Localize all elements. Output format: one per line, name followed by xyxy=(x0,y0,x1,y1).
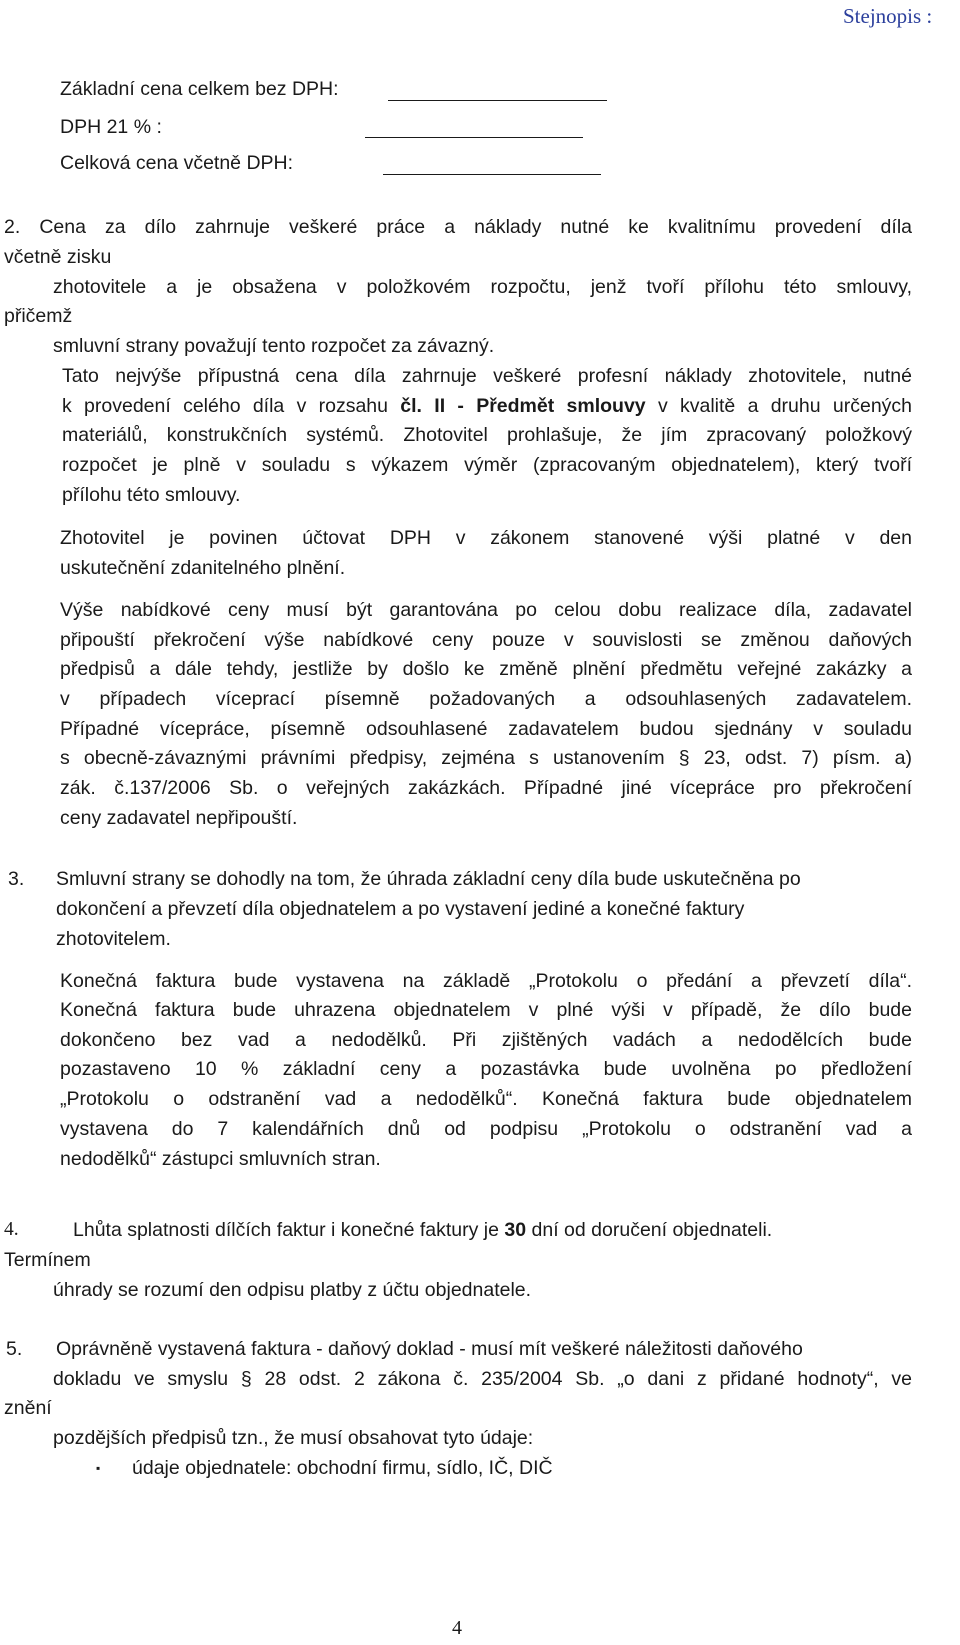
s2-line-2: včetně zisku xyxy=(4,246,112,268)
s2-p1-line-4: rozpočet je plně v souladu s výkazem výměr (zpracovaným objednatelem), který tvoří xyxy=(62,454,912,476)
s4-line-1 xyxy=(73,1219,772,1242)
bullet-icon: ▪ xyxy=(96,1461,101,1475)
s2-p3-line-4: v případech víceprací písemně požadovaných a odsouhlasených zadavatelem. xyxy=(60,688,912,710)
s3-number: 3. xyxy=(8,868,25,890)
s2-p1-line-3: materiálů, konstrukčních systémů. Zhotovitel prohlašuje, že jím zpracovaný položkový xyxy=(62,424,912,446)
s2-p3-line-2: připouští překročení výše nabídkové ceny pouze v souvislosti se změnou daňových xyxy=(60,629,912,651)
s5-list-item-1: údaje objednatele: obchodní firmu, sídlo, IČ, DIČ xyxy=(132,1457,553,1479)
s2-p3-line-7: zák. č.137/2006 Sb. o veřejných zakázkách. Případné jiné vícepráce pro překročení xyxy=(60,777,912,799)
s4-line-1-a: Lhůta splatnosti dílčích faktur i konečné faktury je xyxy=(73,1219,505,1241)
s4-line-2: Termínem xyxy=(4,1249,91,1271)
s2-p1-line-2 xyxy=(62,395,912,418)
vat-blank xyxy=(365,137,583,138)
base-price-blank xyxy=(388,100,607,101)
total-price-label: Celková cena včetně DPH: xyxy=(60,152,294,174)
s4-line-1-c: dní od doručení objednateli. xyxy=(526,1219,773,1241)
s2-p3-line-3: předpisů a dále tehdy, jestliže by došlo ke změně plnění předmětu veřejné zakázky a xyxy=(60,658,912,680)
s3-line-2: dokončení a převzetí díla objednatelem a po vystavení jediné a konečné faktury xyxy=(56,898,745,920)
vat-label: DPH 21 % : xyxy=(60,116,162,138)
s2-p3-line-6: s obecně-závaznými právními předpisy, zejména s ustanovením § 23, odst. 7) písm. a) xyxy=(60,747,912,769)
s2-p1-line-1: Tato nejvýše přípustná cena díla zahrnuje veškeré profesní náklady zhotovitele, nutné xyxy=(62,365,912,387)
s5-line-2: dokladu ve smyslu § 28 odst. 2 zákona č. 235/2004 Sb. „o dani z přidané hodnoty“, ve xyxy=(53,1368,912,1390)
s3-line-1: Smluvní strany se dohodly na tom, že úhrada základní ceny díla bude uskutečněna po xyxy=(56,868,801,890)
base-price-label: Základní cena celkem bez DPH: xyxy=(60,78,339,100)
s4-line-3: úhrady se rozumí den odpisu platby z účtu objednatele. xyxy=(53,1279,532,1301)
s3-p1-line-5: „Protokolu o odstranění vad a nedodělků“. Konečná faktura bude objednatelem xyxy=(60,1088,912,1110)
s2-p2-line-2: uskutečnění zdanitelného plnění. xyxy=(60,557,346,579)
s2-p1-line-2-a: k provedení celého díla v rozsahu xyxy=(62,395,401,417)
page-number: 4 xyxy=(452,1617,462,1639)
s5-line-4: pozdějších předpisů tzn., že musí obsahovat tyto údaje: xyxy=(53,1427,534,1449)
s3-p1-line-3: dokončeno bez vad a nedodělků. Při zjištěných vadách a nedodělcích bude xyxy=(60,1029,912,1051)
s4-number: 4. xyxy=(4,1219,19,1240)
s2-p3-line-8: ceny zadavatel nepřipouští. xyxy=(60,807,298,829)
s2-p1-line-2-c: v kvalitě a druhu určených xyxy=(645,395,913,417)
s5-line-1: Oprávněně vystavená faktura - daňový doklad - musí mít veškeré náležitosti daňového xyxy=(56,1338,803,1360)
due-days: 30 xyxy=(504,1219,527,1241)
s3-p1-line-1: Konečná faktura bude vystavena na základě „Protokolu o předání a převzetí díla“. xyxy=(60,970,912,992)
s5-line-3: znění xyxy=(4,1397,52,1419)
s2-line-3: zhotovitele a je obsažena v položkovém rozpočtu, jenž tvoří přílohu této smlouvy, xyxy=(53,276,912,298)
s5-number: 5. xyxy=(6,1338,23,1360)
total-price-blank xyxy=(383,174,601,175)
stejnopis-label: Stejnopis : xyxy=(843,4,933,28)
s2-line-5: smluvní strany považují tento rozpočet za závazný. xyxy=(53,335,495,357)
s2-line-1: 2. Cena za dílo zahrnuje veškeré práce a náklady nutné ke kvalitnímu provedení díla xyxy=(4,216,912,238)
s2-p2-line-1: Zhotovitel je povinen účtovat DPH v zákonem stanovené výši platné v den xyxy=(60,527,912,549)
s3-line-3: zhotovitelem. xyxy=(56,928,171,950)
s2-p1-line-5: přílohu této smlouvy. xyxy=(62,484,241,506)
s2-p3-line-5: Případné vícepráce, písemně odsouhlasené zadavatelem budou sjednány v souladu xyxy=(60,718,912,740)
s2-line-4: přičemž xyxy=(4,305,73,327)
s3-p1-line-6: vystavena do 7 kalendářních dnů od podpisu „Protokolu o odstranění vad a xyxy=(60,1118,912,1140)
s2-p3-line-1: Výše nabídkové ceny musí být garantována po celou dobu realizace díla, zadavatel xyxy=(60,599,912,621)
s3-p1-line-2: Konečná faktura bude uhrazena objednatelem v plné výši v případě, že dílo bude xyxy=(60,999,912,1021)
s3-p1-line-4: pozastaveno 10 % základní ceny a pozastávka bude uvolněna po předložení xyxy=(60,1058,912,1080)
subject-reference: čl. II - Předmět smlouvy xyxy=(400,395,646,417)
s3-p1-line-7: nedodělků“ zástupci smluvních stran. xyxy=(60,1148,381,1170)
